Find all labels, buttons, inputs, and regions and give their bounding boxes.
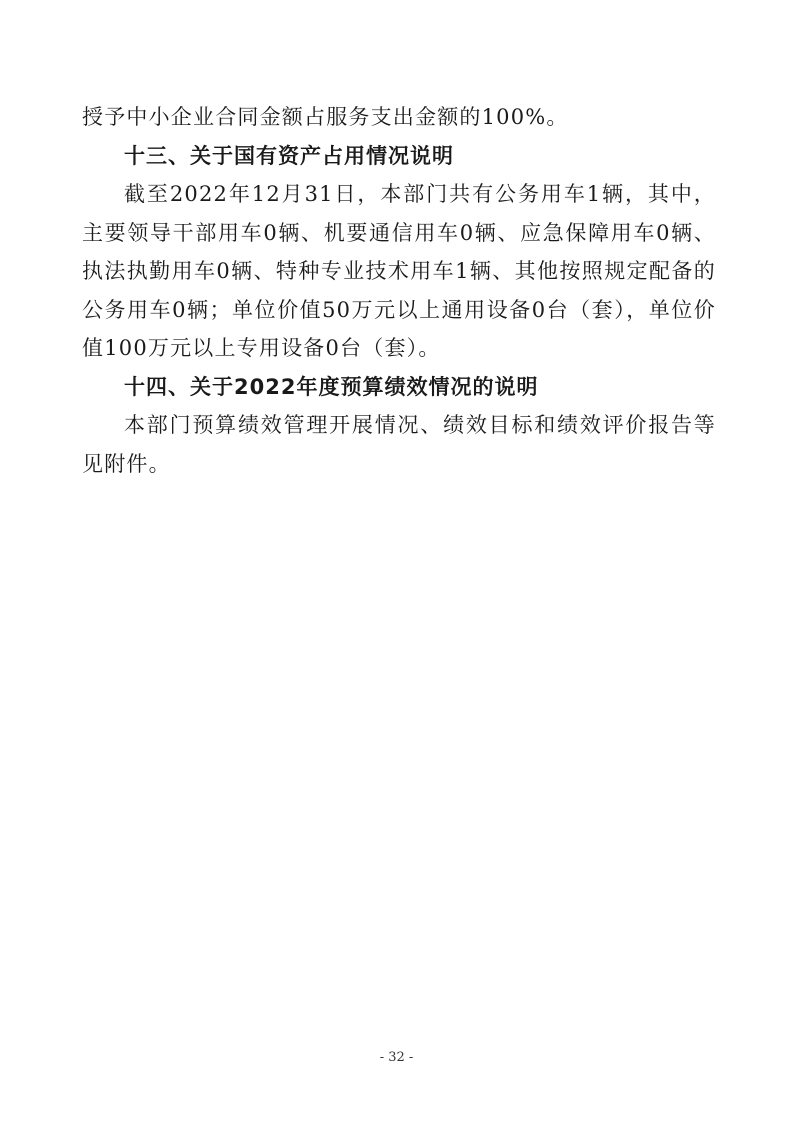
paragraph-state-assets: 截至2022年12月31日，本部门共有公务用车1辆，其中，主要领导干部用车0辆、机要通信用车0辆、应急保障用车0辆、执法执勤用车0辆、特种专业技术用车1辆、其他按照规定配备的公务用车0辆；单位价值50万元以上通用设备0台（套），单位价值100万元以上专用设备0台（套）。	[82, 182, 716, 360]
section-heading-13: 十三、关于国有资产占用情况说明	[124, 143, 454, 168]
document-body	[82, 98, 716, 483]
page-number: - 32 -	[379, 1050, 414, 1065]
paragraph-performance: 本部门预算绩效管理开展情况、绩效目标和绩效评价报告等见附件。	[82, 413, 716, 476]
paragraph-continuation: 授予中小企业合同金额占服务支出金额的100%。	[82, 105, 569, 129]
section-heading-14: 十四、关于2022年度预算绩效情况的说明	[124, 374, 539, 399]
